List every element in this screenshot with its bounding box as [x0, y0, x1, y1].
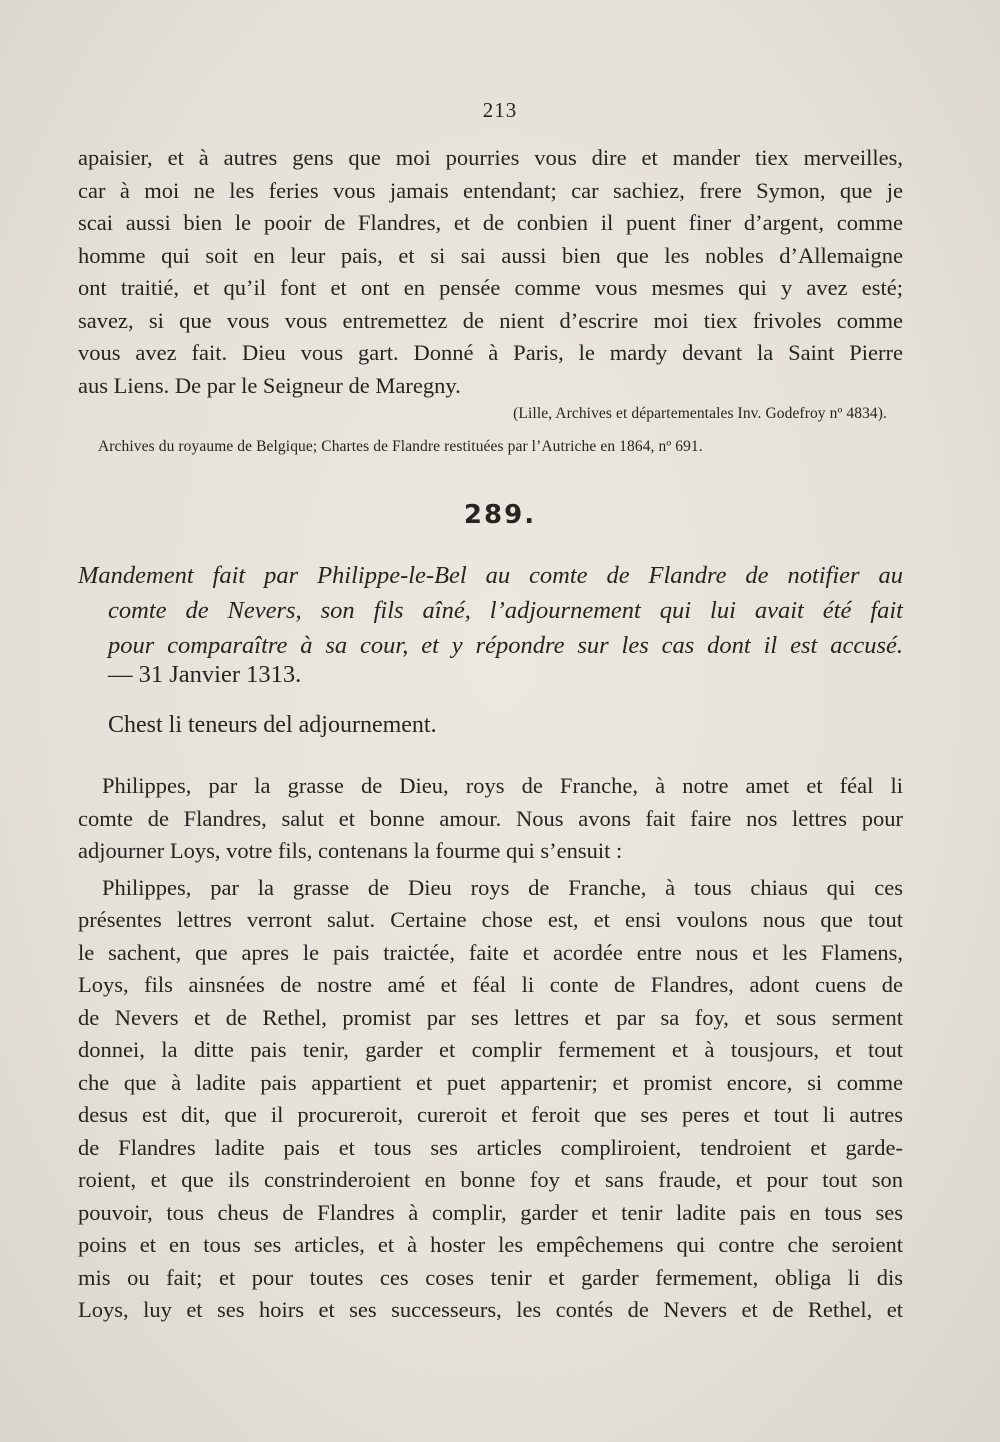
text-line: desus est dit, que il procureroit, cureroit et feroit que ses peres et tout li autres	[78, 1102, 903, 1127]
heading-line: Mandement fait par Philippe-le-Bel au comte de Flandre de notifier au	[78, 562, 903, 589]
text-line: Philippes, par la grasse de Dieu roys de Franche, à tous chiaus qui ces	[102, 874, 903, 900]
intro-paragraph	[78, 142, 903, 402]
text-line: Philippes, par la grasse de Dieu, roys de Franche, à notre amet et féal li	[102, 773, 903, 798]
heading-line: comte de Nevers, son fils aîné, l’adjournement qui lui avait été fait	[108, 597, 903, 624]
source-citation-lille: (Lille, Archives et départementales Inv. Godefroy nº 4834).	[513, 405, 887, 422]
text-line: ont traitié, et qu’il font et ont en pensée comme vous mesmes qui y avez esté;	[78, 275, 903, 300]
text-line: donnei, la ditte pais tenir, garder et complir fermement et à tousjours, et tout	[78, 1037, 903, 1062]
text-line: apaisier, et à autres gens que moi pourries vous dire et mander tiex merveilles,	[78, 145, 903, 170]
section-subtitle: Chest li teneurs del adjournement.	[108, 712, 437, 738]
text-line: poins et en tous ses articles, et à hoster les empêchemens qui contre che seroient	[78, 1232, 903, 1257]
text-line: che que à ladite pais appartient et puet appartenir; et promist encore, si comme	[78, 1069, 903, 1095]
text-line: comte de Flandres, salut et bonne amour. Nous avons fait faire nos lettres pour	[78, 805, 903, 831]
document-number: 289.	[463, 500, 537, 530]
text-line: pouvoir, tous cheus de Flandres à complir, garder et tenir ladite pais en tous ses	[78, 1199, 903, 1225]
paragraph-2	[78, 872, 903, 1327]
paragraph-1	[78, 770, 903, 868]
body-text	[78, 770, 903, 1327]
text-line: scai aussi bien le pooir de Flandres, et de conbien il puent finer d’argent, comme	[78, 210, 903, 235]
source-citation-belgique: Archives du royaume de Belgique; Chartes de Flandre restituées par l’Autriche en 1864, nº 691.	[98, 438, 703, 455]
text-line: présentes lettres verront salut. Certaine chose est, et ensi voulons nous que tout	[78, 907, 903, 932]
text-line: Loys, luy et ses hoirs et ses successeurs, les contés de Nevers et de Rethel, et	[78, 1297, 903, 1322]
text-line: de Flandres ladite pais et tous ses articles compliroient, tendroient et garde-	[78, 1134, 903, 1160]
text-line: mis ou fait; et pour toutes ces coses tenir et garder fermement, obliga li dis	[78, 1264, 903, 1290]
text-line: le sachent, que apres le pais traictée, faite et acordée entre nous et les Flamens,	[78, 939, 903, 965]
document-heading	[78, 558, 903, 663]
text-line: car à moi ne les feries vous jamais entendant; car sachiez, frere Symon, que je	[78, 177, 903, 203]
text-line: aus Liens. De par le Seigneur de Maregny.	[78, 372, 461, 398]
text-line: vous avez fait. Dieu vous gart. Donné à Paris, le mardy devant la Saint Pierre	[78, 340, 903, 365]
text-line: adjourner Loys, votre fils, contenans la fourme qui s’ensuit :	[78, 838, 623, 863]
text-line: roient, et que ils constrinderoient en bonne foy et sans fraude, et pour tout son	[78, 1167, 903, 1192]
text-line: homme qui soit en leur pais, et si sai aussi bien que les nobles d’Allemaigne	[78, 242, 903, 268]
heading-line: pour comparaître à sa cour, et y répondre sur les cas dont il est accusé.	[108, 632, 903, 659]
document-date: — 31 Janvier 1313.	[108, 661, 302, 688]
text-line: Loys, fils ainsnées de nostre amé et féal li conte de Flandres, adont cuens de	[78, 972, 903, 997]
page-number: 213	[482, 98, 518, 122]
text-line: de Nevers et de Rethel, promist par ses lettres et par sa foy, et sous serment	[78, 1004, 903, 1030]
text-line: savez, si que vous vous entremettez de nient d’escrire moi tiex frivoles comme	[78, 307, 903, 333]
